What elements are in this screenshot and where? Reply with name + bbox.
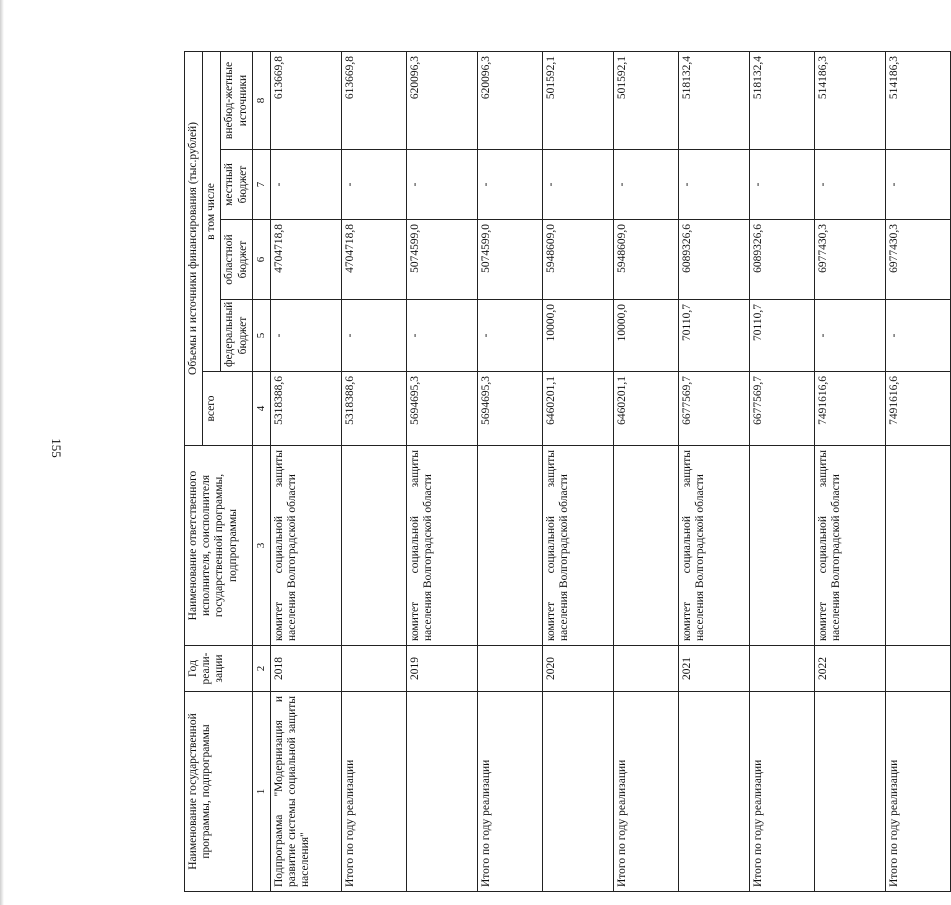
extra-cell: 620096,3 — [406, 51, 477, 149]
empty-cell — [542, 692, 613, 892]
federal-cell: - — [270, 300, 341, 372]
local-cell: - — [477, 150, 542, 220]
index-cell: 8 — [252, 51, 270, 149]
table-row — [749, 51, 814, 891]
local-cell: - — [341, 150, 406, 220]
regional-cell: 5948609,0 — [613, 220, 678, 300]
local-cell: - — [613, 150, 678, 220]
header-col2: Год реали-зации — [185, 646, 253, 692]
year-cell: 2022 — [814, 646, 885, 692]
federal-cell: - — [814, 300, 885, 372]
executor-cell: комитет социальной защиты населения Волгоградской области — [270, 446, 341, 646]
header-col5: федеральный бюджет — [221, 300, 252, 372]
header-col1: Наименование государственной программы, подпрограммы — [185, 692, 253, 892]
extra-cell: 514186,3 — [814, 51, 885, 149]
empty-cell — [885, 646, 950, 692]
total-cell: 5318388,6 — [341, 372, 406, 446]
federal-cell: - — [885, 300, 950, 372]
extra-cell: 518132,4 — [678, 51, 749, 149]
regional-cell: 4704718,8 — [341, 220, 406, 300]
regional-cell: 6089326,6 — [749, 220, 814, 300]
total-cell: 7491616,6 — [885, 372, 950, 446]
header-col8: внебюд-жетные источники — [221, 51, 252, 149]
local-cell: - — [814, 150, 885, 220]
regional-cell: 5074599,0 — [477, 220, 542, 300]
total-cell: 5318388,6 — [270, 372, 341, 446]
empty-cell — [749, 446, 814, 646]
empty-cell — [477, 646, 542, 692]
federal-cell: 70110,7 — [678, 300, 749, 372]
total-cell: 7491616,6 — [814, 372, 885, 446]
total-label: Итого по году реализации — [341, 692, 406, 892]
table-row — [270, 51, 341, 891]
column-index-row — [252, 51, 270, 891]
empty-cell — [678, 692, 749, 892]
year-cell: 2019 — [406, 646, 477, 692]
empty-cell — [477, 446, 542, 646]
extra-cell: 613669,8 — [270, 51, 341, 149]
table-row — [406, 51, 477, 891]
table-row — [885, 51, 950, 891]
extra-cell: 514186,3 — [885, 51, 950, 149]
table-row — [678, 51, 749, 891]
table-row — [814, 51, 885, 891]
regional-cell: 5948609,0 — [542, 220, 613, 300]
empty-cell — [341, 646, 406, 692]
scan-edge — [0, 0, 4, 905]
header-financing-group: Объемы и источники финансирования (тыс.рублей) — [185, 51, 203, 445]
year-cell: 2021 — [678, 646, 749, 692]
financing-table — [184, 51, 951, 892]
regional-cell: 6977430,3 — [885, 220, 950, 300]
header-col7: местный бюджет — [221, 150, 252, 220]
federal-cell: 10000,0 — [613, 300, 678, 372]
total-cell: 5694695,3 — [477, 372, 542, 446]
regional-cell: 4704718,8 — [270, 220, 341, 300]
local-cell: - — [542, 150, 613, 220]
executor-cell: комитет социальной защиты населения Волгоградской области — [406, 446, 477, 646]
total-label: Итого по году реализации — [613, 692, 678, 892]
table-row — [613, 51, 678, 891]
table-row — [477, 51, 542, 891]
federal-cell: - — [341, 300, 406, 372]
header-col4: всего — [203, 372, 253, 446]
federal-cell: - — [406, 300, 477, 372]
total-cell: 6460201,1 — [613, 372, 678, 446]
header-col3: Наименование ответственного исполнителя, соисполнителя государственной программы, подпрограммы — [185, 446, 253, 646]
federal-cell: - — [477, 300, 542, 372]
header-col6: областной бюджет — [221, 220, 252, 300]
empty-cell — [814, 692, 885, 892]
table-row — [341, 51, 406, 891]
total-label: Итого по году реализации — [477, 692, 542, 892]
extra-cell: 620096,3 — [477, 51, 542, 149]
local-cell: - — [885, 150, 950, 220]
regional-cell: 6089326,6 — [678, 220, 749, 300]
extra-cell: 518132,4 — [749, 51, 814, 149]
extra-cell: 613669,8 — [341, 51, 406, 149]
index-cell: 6 — [252, 220, 270, 300]
local-cell: - — [270, 150, 341, 220]
regional-cell: 6977430,3 — [814, 220, 885, 300]
index-cell: 3 — [252, 446, 270, 646]
rotated-page — [184, 52, 900, 892]
local-cell: - — [406, 150, 477, 220]
index-cell: 2 — [252, 646, 270, 692]
index-cell: 7 — [252, 150, 270, 220]
index-cell: 5 — [252, 300, 270, 372]
table-row — [542, 51, 613, 891]
federal-cell: 70110,7 — [749, 300, 814, 372]
total-cell: 5694695,3 — [406, 372, 477, 446]
empty-cell — [341, 446, 406, 646]
year-cell: 2018 — [270, 646, 341, 692]
executor-cell: комитет социальной защиты населения Волгоградской области — [542, 446, 613, 646]
index-cell: 1 — [252, 692, 270, 892]
page-number: 155 — [49, 438, 64, 458]
extra-cell: 501592,1 — [613, 51, 678, 149]
index-cell: 4 — [252, 372, 270, 446]
total-label: Итого по году реализации — [885, 692, 950, 892]
year-cell: 2020 — [542, 646, 613, 692]
local-cell: - — [678, 150, 749, 220]
total-label: Итого по году реализации — [749, 692, 814, 892]
empty-cell — [749, 646, 814, 692]
executor-cell: комитет социальной защиты населения Волгоградской области — [814, 446, 885, 646]
empty-cell — [885, 446, 950, 646]
extra-cell: 501592,1 — [542, 51, 613, 149]
total-cell: 6677569,7 — [749, 372, 814, 446]
local-cell: - — [749, 150, 814, 220]
empty-cell — [613, 446, 678, 646]
empty-cell — [613, 646, 678, 692]
federal-cell: 10000,0 — [542, 300, 613, 372]
header-subgroup: в том числе — [203, 51, 221, 371]
header-row-1 — [185, 51, 203, 891]
regional-cell: 5074599,0 — [406, 220, 477, 300]
empty-cell — [406, 692, 477, 892]
executor-cell: комитет социальной защиты населения Волгоградской области — [678, 446, 749, 646]
subprogram-name: Подпрограмма "Модернизация и развитие системы социальной защиты населения" — [270, 692, 341, 892]
total-cell: 6460201,1 — [542, 372, 613, 446]
total-cell: 6677569,7 — [678, 372, 749, 446]
